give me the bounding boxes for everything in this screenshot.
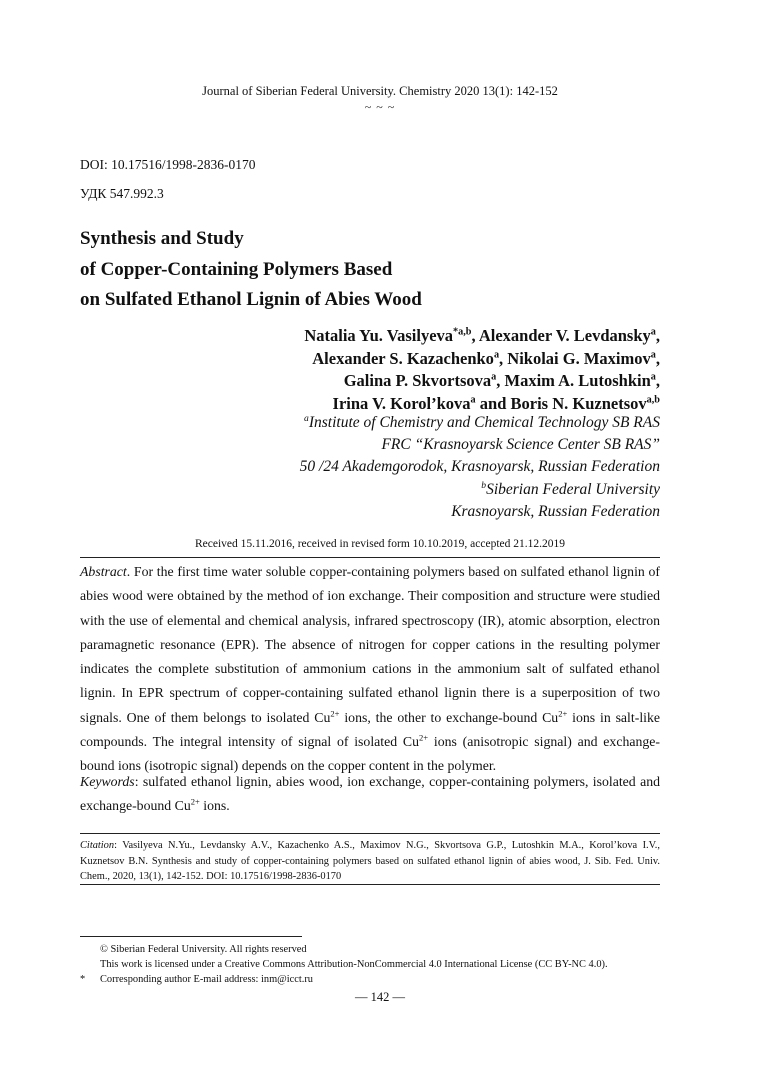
affil-mark: a [304,412,309,424]
affiliations [300,412,660,523]
abstract-text: ions, the other to exchange-bound Cu [339,709,559,725]
author-line: Galina P. Skvortsova$^a$, Maxim A. Lutoshkin$^a$, [343,371,660,390]
header-separator: ~ ~ ~ [364,100,396,114]
author-affil-mark: a [650,349,656,360]
charge-superscript: 2+ [419,732,429,743]
author: Alexander V. Levdansky [478,326,651,345]
footnote-divider [80,936,302,937]
affiliation-text: Institute of Chemistry and Chemical Technology SB RAS [308,414,660,431]
charge-superscript: 2+ [190,796,200,807]
affiliation-line: Krasnoyarsk, Russian Federation [451,502,660,520]
author-affil-mark: a [470,394,476,405]
footnote-mark: * [80,974,86,986]
affiliation-line [300,412,660,434]
received-dates: Received 15.11.2016, received in revised form 10.10.2019, accepted 21.12.2019 [194,538,566,550]
author-line: Alexander S. Kazachenko$^a$, Nikolai G. Maximov$^a$, [312,348,660,368]
title-line: of Copper-Containing Polymers Based [80,258,393,280]
divider [80,884,660,885]
author: Nikolai G. Maximov [507,348,651,368]
citation-label: Citation [80,840,115,851]
affiliation-line [300,479,660,501]
divider [80,833,660,834]
affiliation-text: Siberian Federal University [486,480,660,498]
abstract-text: ions (anisotropic signal) and exchange-bound ions (isotropic signal) depends on the copper content in the polymer. [80,734,660,774]
author: Boris N. Kuznetsov [510,393,647,413]
footnote [80,942,680,957]
footnote [80,972,680,987]
citation-text: : Vasilyeva N.Yu., Levdansky A.V., Kazachenko A.S., Maximov N.G., Skvortsova G.P., Lutoshkin M.A., Korol’kova I.V., Kuznetsov B.N. Synthesis and study of copper-containing polymers based on sulfated ethanol lignin of abies wood, J. Sib. Fed. Univ. Chem., 2020, 13(1), 142-152. DOI: 10.17516/1998-2836-0170 [80,840,660,882]
corresponding-author: Corresponding author E-mail address: inm@icct.ru [100,974,314,986]
keywords-label: Keywords [80,774,135,789]
author-affil-mark: *a,b [453,326,472,338]
keywords [80,770,660,819]
abstract-label: Abstract [80,564,127,579]
citation [80,838,660,885]
abstract [80,560,660,779]
footnotes [80,942,680,988]
page-number: — 142 — [355,990,405,1004]
journal-header: Journal of Siberian Federal University. Chemistry 2020 13(1): 142-152 [202,84,558,98]
author-affil-mark: a [650,371,656,383]
author-affil-mark: a [650,326,656,338]
author: Alexander S. Kazachenko [312,348,494,368]
author-list [304,325,660,415]
affiliation-line: FRC “Krasnoyarsk Science Center SB RAS” [381,436,660,454]
title-line: on Sulfated Ethanol Lignin of Abies Wood [80,289,422,310]
abstract-text: . For the first time water soluble copper-containing polymers based on sulfated ethanol lignin of abies wood were obtained by the method of ion exchange. Their composition and structure were studied with the use of elemental and chemical analysis, infrared spectroscopy (IR), atomic absorption, electron paramagnetic resonance (EPR). The absence of nitrogen for copper cations in the resulting polymer indicates the complete substitution of ammonium cations in the ammonium salt of sulfated ethanol lignin. In EPR spectrum of copper-containing sulfated ethanol lignin there is a superposition of two signals. One of them belongs to isolated Cu [80,564,660,725]
author-line: Natalia Yu. Vasilyeva$^{*a,b}$, Alexander V. Levdansky$^a$, [304,326,660,345]
author-affil-mark: a [491,371,497,383]
affiliation-line: 50 /24 Akademgorodok, Krasnoyarsk, Russian Federation [299,458,660,476]
footnote [80,957,680,972]
author: Natalia Yu. Vasilyeva [304,326,454,345]
author-affil-mark: a,b [646,394,660,405]
charge-superscript: 2+ [330,708,340,719]
doi: DOI: 10.17516/1998-2836-0170 [80,157,256,172]
abstract-text: ions in salt-like compounds. The integral intensity of signal of isolated Cu [80,709,661,750]
udk-code: УДК 547.992.3 [80,186,164,201]
author-affil-mark: a [493,349,500,360]
keywords-text: : sulfated ethanol lignin, abies wood, ion exchange, copper-containing polymers, isolated and exchange-bound Cu [80,774,660,814]
license-text: This work is licensed under a Creative Commons Attribution-NonCommercial 4.0 International License (CC BY-NC 4.0). [100,959,608,971]
author: Galina P. Skvortsova [343,371,492,390]
paper-title [80,224,422,316]
author-conjunction: and [479,393,507,413]
author: Maxim A. Lutoshkin [504,371,651,390]
affil-mark: b [481,479,487,491]
divider [80,557,660,558]
copyright-text: © Siberian Federal University. All rights reserved [100,944,307,955]
title-line: Synthesis and Study [80,228,244,249]
charge-superscript: 2+ [558,708,568,719]
keywords-text: ions. [199,798,230,814]
author: Irina V. Korol’kova [332,393,471,413]
